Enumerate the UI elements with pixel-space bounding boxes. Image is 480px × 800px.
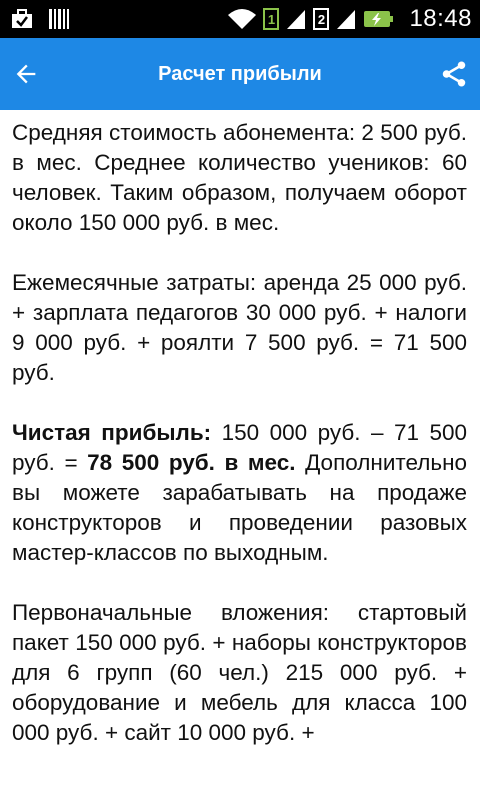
net-profit-extra: Дополнительно вы можете зарабатывать на продаже конструкторов и проведении разовых мастер-классов по выходным. [12, 450, 468, 565]
clock: 18:48 [409, 5, 472, 32]
sim1-indicator: 1 [263, 8, 279, 30]
status-bar [0, 0, 480, 38]
signal-icon [335, 7, 357, 31]
paragraph-net-profit [12, 418, 467, 568]
briefcase-check-icon [10, 7, 34, 31]
barcode-icon [48, 7, 70, 31]
net-profit-value: 78 500 руб. в мес. [87, 450, 296, 475]
share-icon [439, 59, 469, 89]
status-bar-right [227, 0, 472, 38]
battery-charging-icon [363, 7, 395, 31]
signal-icon [285, 7, 307, 31]
sim2-indicator: 2 [313, 8, 329, 30]
share-button[interactable] [436, 56, 472, 92]
paragraph-revenue: Средняя стоимость абонемента: 2 500 руб. в мес. Среднее количество учеников: 60 человек. Таким образом, получаем оборот около 150 000 руб. в мес. [12, 120, 467, 235]
app-bar [0, 38, 480, 110]
page-title: Расчет прибыли [158, 62, 322, 85]
paragraph-investment: Первоначальные вложения: стартовый пакет 150 000 руб. + наборы конструкторов для 6 групп (60 чел.) 215 000 руб. + оборудование и мебель для класса 100 000 руб. + сайт 10 000 руб. + [12, 600, 467, 745]
article-body [12, 118, 467, 778]
status-bar-left [10, 7, 70, 31]
wifi-icon [227, 7, 257, 31]
paragraph-expenses: Ежемесячные затраты: аренда 25 000 руб. + зарплата педагогов 30 000 руб. + налоги 9 000 руб. + роялти 7 500 руб. = 71 500 руб. [12, 270, 467, 385]
net-profit-label: Чистая прибыль: [12, 420, 212, 445]
net-profit-calc: 150 000 руб. – 71 500 руб. = [12, 420, 467, 475]
